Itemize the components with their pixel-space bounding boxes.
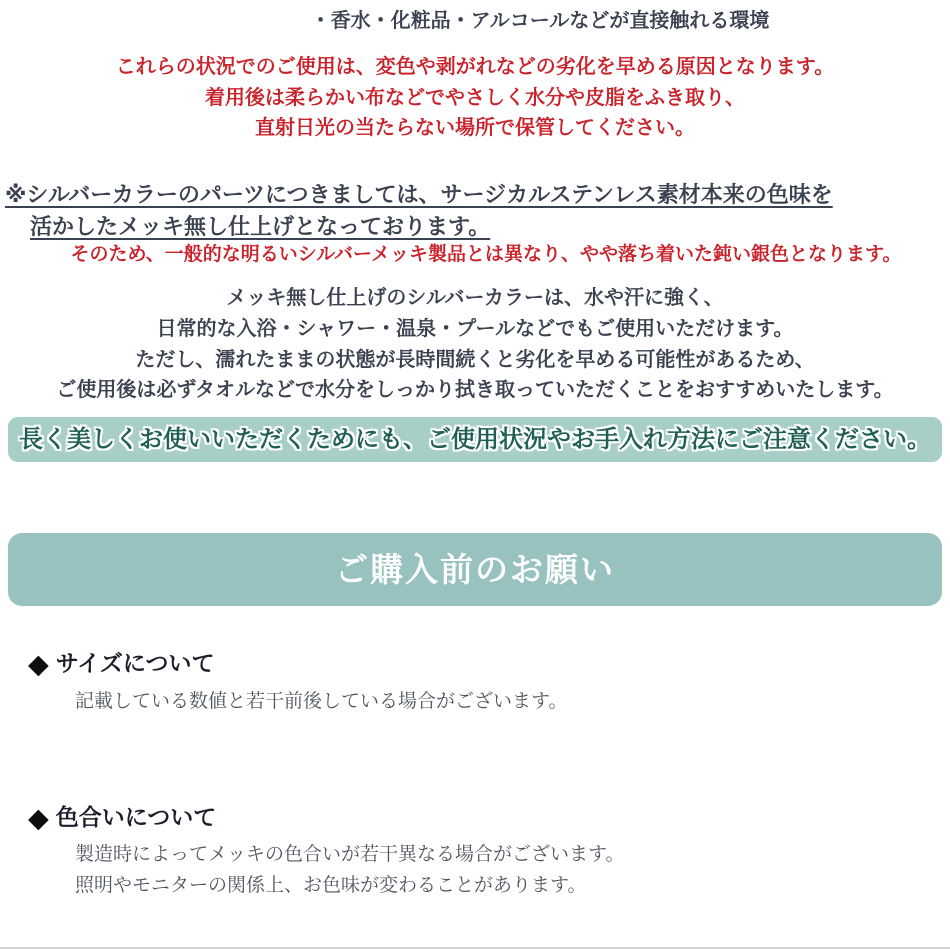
silver-color-note [5, 179, 950, 243]
section-body-line: 照明やモニターの関係上、お色味が変わることがあります。 [75, 874, 587, 896]
silver-note-line: 活かしたメッキ無し仕上げとなっております。 [30, 214, 491, 239]
diamond-icon: ◆ [28, 803, 49, 833]
section-title: 色合いについて [55, 804, 217, 830]
section-heading-size [28, 648, 950, 679]
section-body-line: 製造時によってメッキの色合いが若干異なる場合がございます。 [75, 844, 625, 865]
bottom-divider [0, 947, 950, 949]
section-title: サイズについて [55, 650, 215, 676]
care-warning-line: 直射日光の当たらない場所で保管してください。 [255, 117, 695, 139]
purchase-notice-header: ご購入前のお願い [8, 533, 942, 606]
water-resistance-block [0, 283, 950, 406]
silver-note-line: ※シルバーカラーのパーツにつきましては、サージカルステンレス素材本来の色味を [5, 182, 833, 207]
water-resistance-line: 日常的な入浴・シャワー・温泉・プールなどでもご使用いただけます。 [156, 317, 794, 340]
care-warning-line: 着用後は柔らかい布などでやさしく水分や皮脂をふき取り、 [205, 86, 745, 109]
diamond-icon: ◆ [28, 649, 49, 679]
care-banner: 長く美しくお使いいただくためにも、ご使用状況やお手入れ方法にご注意ください。 [8, 417, 942, 462]
silver-color-red-note: そのため、一般的な明るいシルバーメッキ製品とは異なり、やや落ち着いた鈍い銀色となります。 [70, 244, 902, 265]
exposure-condition-item: ・香水・化粧品・アルコールなどが直接触れる環境 [310, 10, 770, 32]
water-resistance-line: メッキ無し仕上げのシルバーカラーは、水や汗に強く、 [226, 287, 724, 309]
care-warning-block [0, 52, 950, 144]
section-body-size [75, 687, 950, 718]
section-heading-color [28, 802, 950, 833]
water-resistance-line: ご使用後は必ずタオルなどで水分をしっかり拭き取っていただくことをおすすめいたします。 [56, 379, 894, 402]
section-body-line: 記載している数値と若干前後している場合がございます。 [75, 691, 568, 712]
section-body-color [75, 840, 950, 901]
care-warning-line: これらの状況でのご使用は、変色や剥がれなどの劣化を早める原因となります。 [115, 56, 835, 78]
water-resistance-line: ただし、濡れたままの状態が長時間続くと劣化を早める可能性があるため、 [135, 348, 815, 371]
